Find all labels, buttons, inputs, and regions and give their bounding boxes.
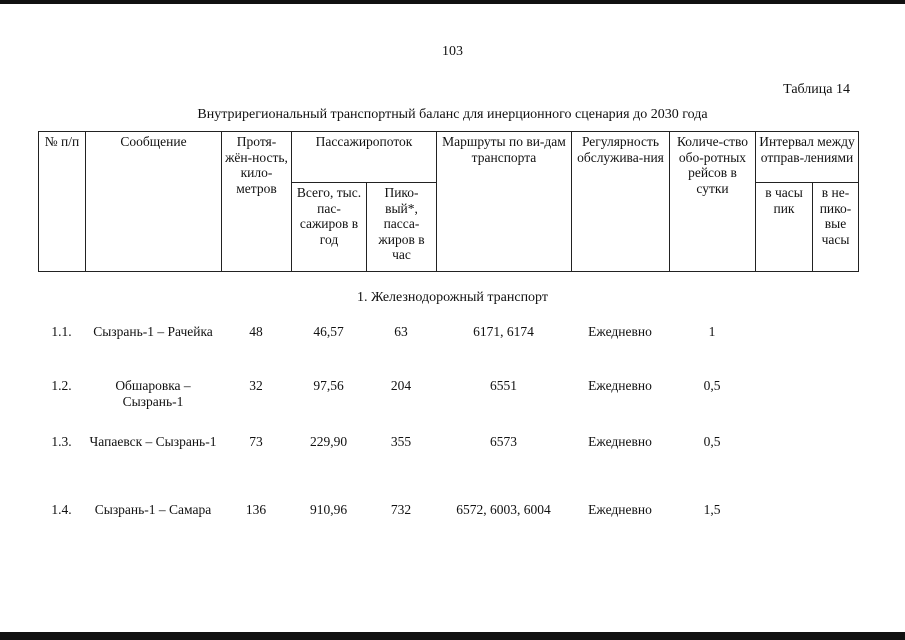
row-peak: 732 [390, 502, 412, 517]
row-route: Обшаровка – Сызрань-1 [115, 378, 191, 409]
row-route: Сызрань-1 – Рачейка [93, 324, 213, 339]
row-route: Чапаевск – Сызрань-1 [89, 434, 217, 449]
section-title: 1. Железнодорожный транспорт [356, 290, 548, 305]
table-title: Внутрирегиональный транспортный баланс для инерционного сценария до 2030 года [197, 107, 708, 122]
row-length: 48 [249, 324, 263, 339]
table-label: Таблица 14 [783, 82, 850, 97]
header-interval: Интервал между отправ-лениями [756, 132, 859, 183]
header-length: Протя-жён-ность, кило-метров [222, 132, 292, 272]
row-regularity: Ежедневно [588, 324, 652, 339]
table-row [38, 322, 858, 376]
row-num: 1.2. [51, 378, 72, 393]
row-routes: 6171, 6174 [473, 324, 534, 339]
row-peak: 355 [390, 434, 412, 449]
header-passenger-flow: Пассажиропоток [292, 132, 437, 183]
row-peak: 63 [394, 324, 408, 339]
table-row [38, 500, 858, 520]
row-trips: 0,5 [703, 378, 721, 393]
row-total: 229,90 [309, 434, 348, 449]
row-route: Сызрань-1 – Самара [94, 502, 212, 517]
row-interval-peak [755, 432, 812, 500]
row-num: 1.1. [51, 324, 72, 339]
row-length: 32 [249, 378, 263, 393]
row-regularity: Ежедневно [588, 434, 652, 449]
row-interval-peak [755, 376, 812, 432]
row-interval-offpeak [812, 432, 858, 500]
row-total: 910,96 [309, 502, 348, 517]
header-trips: Количе-ство обо-ротных рейсов в сутки [670, 132, 756, 272]
row-trips: 1,5 [703, 502, 721, 517]
table-row [38, 376, 858, 432]
row-regularity: Ежедневно [588, 502, 652, 517]
row-routes: 6573 [490, 434, 517, 449]
row-interval-peak [755, 322, 812, 376]
row-routes: 6551 [490, 378, 517, 393]
row-interval-peak [755, 500, 812, 520]
page-number: 103 [442, 44, 463, 59]
row-num: 1.3. [51, 434, 72, 449]
row-routes: 6572, 6003, 6004 [456, 502, 551, 517]
table-header [38, 131, 859, 272]
row-peak: 204 [390, 378, 412, 393]
row-length: 73 [249, 434, 263, 449]
row-interval-offpeak [812, 322, 858, 376]
row-total: 97,56 [313, 378, 344, 393]
table-row [38, 432, 858, 500]
row-total: 46,57 [313, 324, 344, 339]
row-trips: 0,5 [703, 434, 721, 449]
header-num: № п/п [39, 132, 86, 272]
row-interval-offpeak [812, 376, 858, 432]
row-length: 136 [245, 502, 267, 517]
row-regularity: Ежедневно [588, 378, 652, 393]
row-interval-offpeak [812, 500, 858, 520]
header-interval-offpeak: в не-пико-вые часы [813, 183, 859, 272]
header-total: Всего, тыс. пас-сажиров в год [292, 183, 367, 272]
table-body [38, 322, 858, 520]
scan-bottom-border [0, 632, 905, 640]
row-num: 1.4. [51, 502, 72, 517]
header-routes: Маршруты по ви-дам транспорта [437, 132, 572, 272]
header-regularity: Регулярность обслужива-ния [572, 132, 670, 272]
header-route: Сообщение [86, 132, 222, 272]
header-interval-peak: в часы пик [756, 183, 813, 272]
header-peak: Пико-вый*, пасса-жиров в час [367, 183, 437, 272]
row-trips: 1 [708, 324, 716, 339]
scan-top-border [0, 0, 905, 4]
